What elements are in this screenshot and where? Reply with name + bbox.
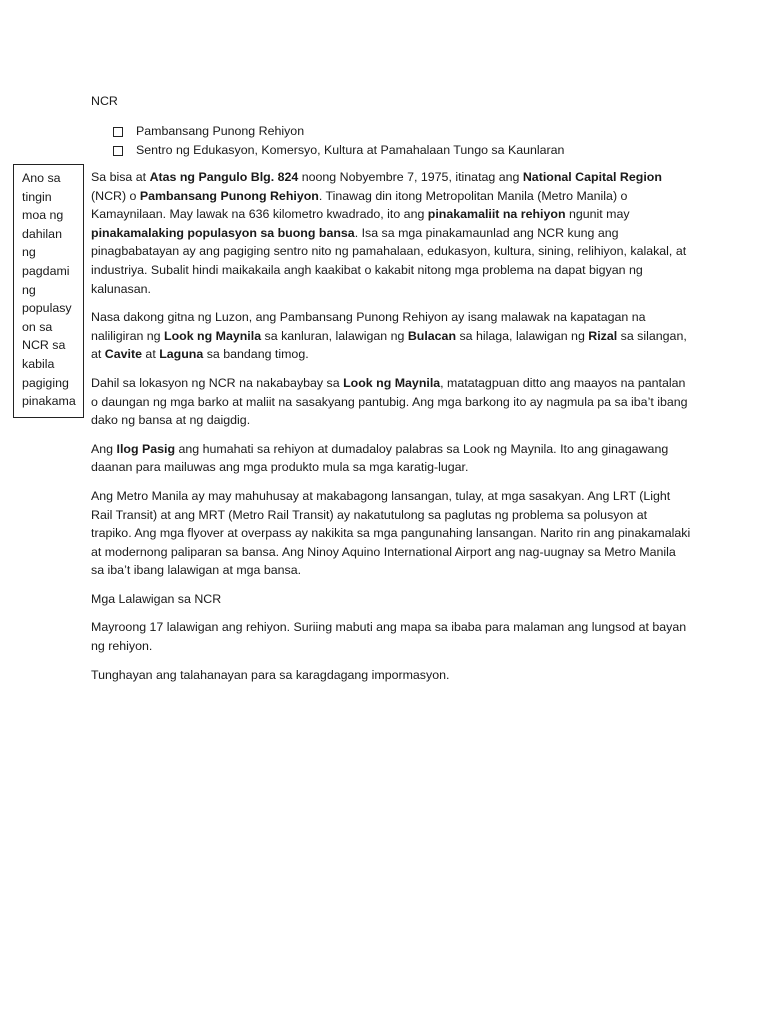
paragraph xyxy=(91,590,691,609)
paragraph xyxy=(91,618,691,655)
question-line: Ano sa xyxy=(22,171,61,185)
paragraph xyxy=(91,308,691,364)
question-line: tingin xyxy=(22,189,52,204)
text-run: Nasa dakong gitna ng Luzon, ang Pambansang Punong Rehiyon ay isang malawak na kapatagan na naliligiran ng xyxy=(91,310,646,343)
heading-ncr: NCR xyxy=(91,94,118,108)
text-run: Ang Metro Manila ay may mahuhusay at makabagong lansangan, tulay, at mga sasakyan. Ang LRT (Light Rail Transit) at ang MRT (Metro Rail Transit) ay nakatutulong sa paglutas ng problema sa polusyon at trapiko. Ang mga flyover at overpass ay nakikita sa mga pangunahing lansangan. Narito rin ang pinakamalaki at modernong paliparan sa bansa. Ang Ninoy Aquino International Airport ang nag-uugnay sa Metro Manila sa iba’t ibang lalawigan at mga bansa. xyxy=(91,488,691,578)
question-line: kabila xyxy=(22,356,55,371)
text-run: . Isa sa mga pinakamaunlad ang NCR kung ang pinagbabatayan ay ang pagiging sentro nito ng pamahalaan, edukasyon, kultura, sining, relihiyon, kalakal, at industriya. Subalit hindi maikakaila angh kaakibat o kakabit nitong mga problema na dapat bigyan ng kalunasan. xyxy=(91,225,687,296)
text-run: ang humahati sa rehiyon at dumadaloy palabras sa Look ng Maynila. Ito ang ginagawang daanan para mailuwas ang mga produkto mula sa mga karatig-lugar. xyxy=(91,441,669,475)
question-line: pagdami xyxy=(22,263,70,278)
question-line: ng xyxy=(22,282,36,297)
square-bullet-icon xyxy=(113,146,123,156)
text-run: Mayroong 17 lalawigan ang rehiyon. Suriing mabuti ang mapa sa ibaba para malaman ang lungsod at bayan ng rehiyon. xyxy=(91,620,687,654)
text-run: sa hilaga, lalawigan ng xyxy=(456,328,589,343)
body-text xyxy=(91,168,691,694)
square-bullet-icon xyxy=(113,127,123,137)
text-run: Ang xyxy=(91,441,117,456)
text-run: sa silangan, at xyxy=(91,328,687,362)
text-run: at xyxy=(141,347,160,362)
bold-text: Atas ng Pangulo Blg. 824 xyxy=(149,170,299,184)
question-line: ng xyxy=(22,245,36,260)
bold-text: Bulacan xyxy=(407,328,457,343)
question-line: on sa xyxy=(22,319,53,334)
question-line: pinakama xyxy=(22,394,76,409)
bold-text: Cavite xyxy=(104,347,142,362)
bullet-list xyxy=(113,122,564,160)
bold-text: Look ng Maynila xyxy=(343,375,441,390)
text-run: ngunit may xyxy=(565,207,630,222)
question-line: dahilan xyxy=(22,226,62,241)
paragraph xyxy=(91,487,691,580)
text-run: noong Nobyembre 7, 1975, itinatag ang xyxy=(298,170,523,184)
paragraph xyxy=(91,666,691,685)
paragraph xyxy=(91,374,691,430)
bold-text: pinakamaliit na rehiyon xyxy=(427,207,566,222)
question-line: NCR sa xyxy=(22,338,66,353)
bold-text: National Capital Region xyxy=(522,170,662,184)
bullet-text: Sentro ng Edukasyon, Komersyo, Kultura at Pamahalaan Tungo sa Kaunlaran xyxy=(136,143,565,157)
question-line: populasy xyxy=(22,301,72,316)
bullet-item xyxy=(113,122,564,141)
question-line: pagiging xyxy=(22,375,69,390)
bold-text: Pambansang Punong Rehiyon xyxy=(139,188,319,203)
bold-text: Ilog Pasig xyxy=(116,441,176,456)
bullet-item xyxy=(113,141,564,160)
question-text-box xyxy=(13,164,84,418)
bold-text: Rizal xyxy=(588,328,618,343)
bold-text: Look ng Maynila xyxy=(164,328,262,343)
text-run: Sa bisa at xyxy=(91,170,150,184)
text-run: , matatagpuan ditto ang maayos na pantalan o daungan ng mga barko at maliit na sasakyang pantubig. Ang mga barkong ito ay nagmula pa sa iba’t ibang dako ng bansa at ng daigdig. xyxy=(91,375,688,428)
text-run: (NCR) o xyxy=(91,188,140,203)
text-run: . Tinawag din itong Metropolitan Manila (Metro Manila) o Kamaynilaan. May lawak na 636 kilometro kwadrado, ito ang xyxy=(91,188,628,222)
bold-text: Laguna xyxy=(159,347,204,362)
question-line: moa ng xyxy=(22,208,64,223)
bold-text: pinakamalaking populasyon sa buong bansa xyxy=(91,225,355,240)
bullet-text: Pambansang Punong Rehiyon xyxy=(136,124,305,138)
text-run: Mga Lalawigan sa NCR xyxy=(91,591,222,606)
text-run: sa bandang timog. xyxy=(203,347,309,362)
text-run: Tunghayan ang talahanayan para sa karagdagang impormasyon. xyxy=(91,667,450,682)
text-run: sa kanluran, lalawigan ng xyxy=(261,328,408,343)
paragraph xyxy=(91,168,691,298)
paragraph xyxy=(91,440,691,477)
text-run: Dahil sa lokasyon ng NCR na nakabaybay sa xyxy=(91,375,344,390)
